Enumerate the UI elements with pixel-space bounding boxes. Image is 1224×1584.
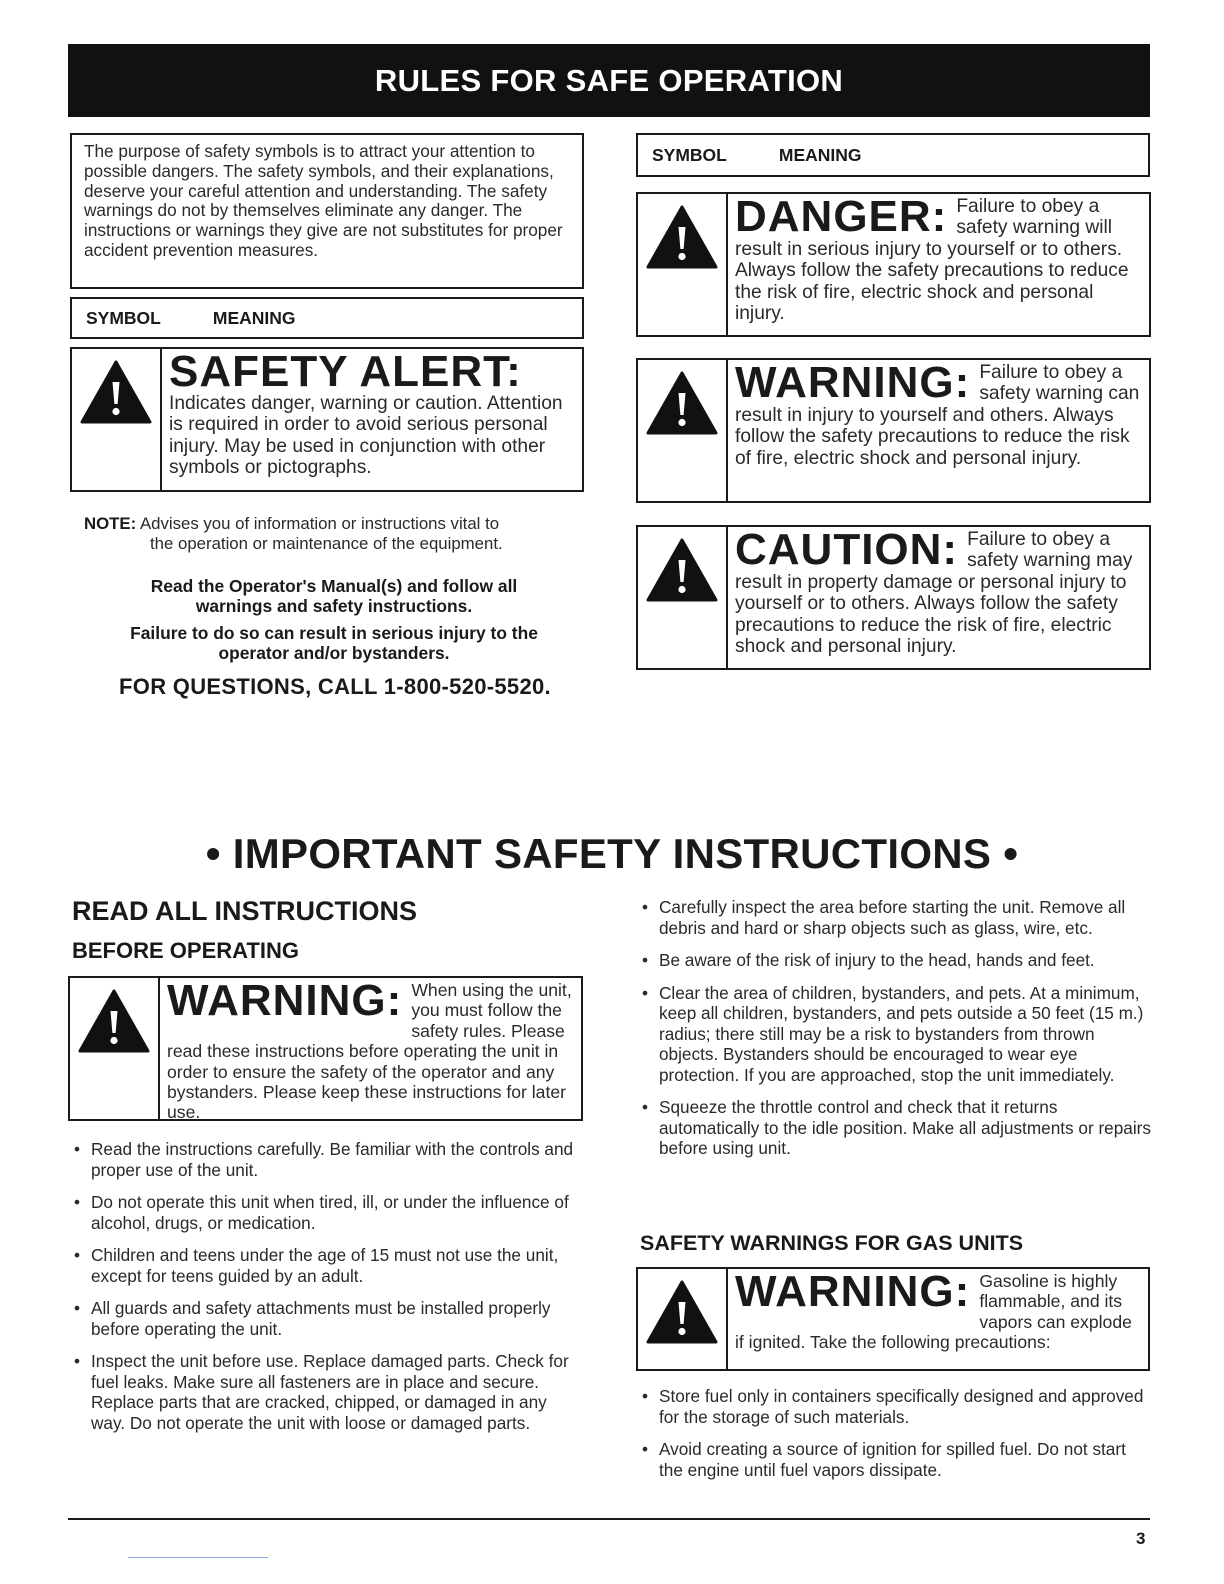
- warning-box-3: [636, 1267, 1150, 1371]
- list-item: • Clear the area of children, bystanders, and pets. At a minimum, keep all children, bystanders, and pets outside a 50 feet (15 m.) radius; there still may be a risk to bystanders from thrown objects. Bystanders should be encouraged to wear eye protection. If you are approached, stop the unit immediately.: [640, 983, 1152, 1086]
- note-label: NOTE:: [84, 514, 137, 533]
- warning-triangle-icon: [80, 360, 152, 424]
- warning-symbol-3: [638, 1269, 728, 1369]
- list-item: • All guards and safety attachments must be installed properly before operating the unit.: [72, 1298, 584, 1339]
- read-manual-notice: [84, 576, 584, 616]
- failure-line-2: operator and/or bystanders.: [218, 643, 450, 663]
- warning-symbol-1: [638, 360, 728, 501]
- danger-box: [636, 192, 1151, 337]
- warning-word-1: WARNING:: [735, 358, 971, 407]
- read-manual-line-2: warnings and safety instructions.: [195, 596, 473, 616]
- important-safety-title: • IMPORTANT SAFETY INSTRUCTIONS •: [205, 830, 1019, 877]
- safety-alert-word: SAFETY ALERT:: [169, 347, 522, 396]
- warning-triangle-icon: [646, 538, 718, 602]
- meaning-label-right: MEANING: [778, 145, 862, 165]
- list-item: • Carefully inspect the area before starting the unit. Remove all debris and hard or sharp objects such as glass, wire, etc.: [640, 897, 1152, 938]
- warning-word-2: WARNING:: [167, 976, 403, 1025]
- note-text-a: Advises you of information or instructions vital to: [139, 514, 500, 533]
- caution-symbol: [638, 527, 728, 668]
- warning-triangle-icon: [646, 1280, 718, 1344]
- symbol-label-right: SYMBOL: [652, 145, 727, 165]
- note-text-b: the operation or maintenance of the equipment.: [150, 534, 503, 553]
- page-number: 3: [1136, 1529, 1146, 1548]
- list-item: • Avoid creating a source of ignition for spilled fuel. Do not start the engine until fuel vapors dissipate.: [640, 1439, 1152, 1480]
- caution-text: Failure to obey a safety warning may result in property damage or personal injury to yourself or to others. Always follow the safety precautions to reduce the risk of fire, electric shock and personal injury.: [735, 529, 1133, 658]
- meaning-label: MEANING: [212, 308, 296, 328]
- scan-artifact-line: [128, 1557, 268, 1558]
- symbol-header-left: [70, 297, 584, 339]
- right-bullet-list: [640, 897, 1152, 1171]
- warning-text-2: When using the unit, you must follow the safety rules. Please read these instructions before operating the unit in order to ensure the safety of the operator and any bystanders. Please keep these instructions for later use.: [167, 980, 572, 1123]
- warning-triangle-icon: [78, 989, 150, 1053]
- safety-alert-box: [70, 347, 584, 492]
- note-paragraph: [84, 514, 584, 554]
- intro-box: The purpose of safety symbols is to attract your attention to possible dangers. The safety symbols, and their explanations, deserve your careful attention and understanding. The safety warnings do not by themselves eliminate any danger. The instructions or warnings they give are not substitutes for proper accident prevention measures.: [70, 133, 584, 289]
- list-item: • Read the instructions carefully. Be familiar with the controls and proper use of the unit.: [72, 1139, 584, 1180]
- gas-bullet-list: [640, 1386, 1152, 1492]
- list-item: • Inspect the unit before use. Replace damaged parts. Check for fuel leaks. Make sure all fasteners are in place and secure. Replace parts that are cracked, chipped, or damaged in any way. Do not operate the unit with loose or damaged parts.: [72, 1351, 584, 1433]
- left-bullet-list: [72, 1139, 584, 1445]
- symbol-header-right: [636, 133, 1150, 177]
- warning-text-3: Gasoline is highly flammable, and its vapors can explode if ignited. Take the following precautions:: [735, 1271, 1132, 1353]
- read-manual-line-1: Read the Operator's Manual(s) and follow all: [150, 576, 518, 596]
- read-all-heading: READ ALL INSTRUCTIONS: [72, 896, 418, 926]
- before-operating-heading: BEFORE OPERATING: [72, 938, 299, 963]
- footer-rule: [68, 1518, 1150, 1520]
- warning-triangle-icon: [646, 371, 718, 435]
- questions-phone: FOR QUESTIONS, CALL 1-800-520-5520.: [119, 674, 551, 699]
- list-item: • Squeeze the throttle control and check that it returns automatically to the idle position. Make all adjustments or repairs before using unit.: [640, 1097, 1152, 1159]
- safety-alert-symbol: [72, 349, 162, 490]
- symbol-label: SYMBOL: [86, 308, 161, 328]
- warning-box-1: [636, 358, 1151, 503]
- danger-text: Failure to obey a safety warning will result in serious injury to yourself or to others. Always follow the safety precautions to reduce the risk of fire, electric shock and personal injury.: [735, 196, 1129, 325]
- failure-line-1: Failure to do so can result in serious injury to the: [130, 623, 538, 643]
- warning-triangle-icon: [646, 205, 718, 269]
- section-banner: RULES FOR SAFE OPERATION: [68, 44, 1150, 117]
- caution-box: [636, 525, 1151, 670]
- caution-word: CAUTION:: [735, 525, 959, 574]
- danger-symbol: [638, 194, 728, 335]
- list-item: • Children and teens under the age of 15 must not use the unit, except for teens guided by an adult.: [72, 1245, 584, 1286]
- warning-word-3: WARNING:: [735, 1267, 971, 1316]
- failure-notice: [84, 623, 584, 663]
- warning-box-2: [68, 976, 583, 1121]
- warning-symbol-2: [70, 978, 160, 1119]
- list-item: • Store fuel only in containers specifically designed and approved for the storage of such materials.: [640, 1386, 1152, 1427]
- danger-word: DANGER:: [735, 192, 948, 241]
- gas-units-heading: SAFETY WARNINGS FOR GAS UNITS: [640, 1231, 1024, 1255]
- warning-text-1: Failure to obey a safety warning can result in injury to yourself and others. Always follow the safety precautions to reduce the risk of fire, electric shock and personal injury.: [735, 362, 1140, 469]
- list-item: • Do not operate this unit when tired, ill, or under the influence of alcohol, drugs, or medication.: [72, 1192, 584, 1233]
- list-item: • Be aware of the risk of injury to the head, hands and feet.: [640, 950, 1152, 971]
- safety-alert-text: Indicates danger, warning or caution. Attention is required in order to avoid serious personal injury. May be used in conjunction with other symbols or pictographs.: [169, 392, 563, 479]
